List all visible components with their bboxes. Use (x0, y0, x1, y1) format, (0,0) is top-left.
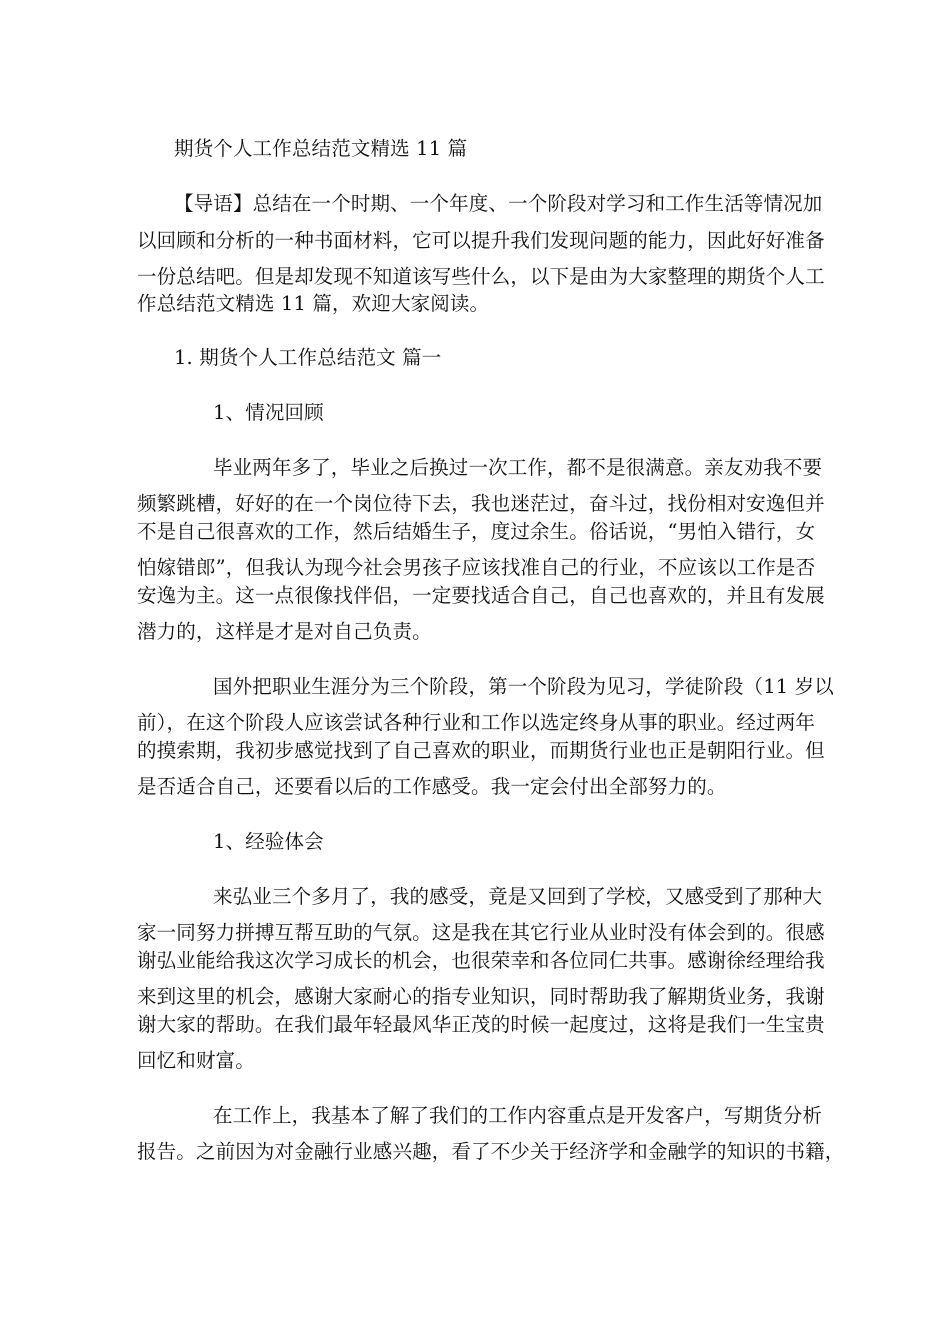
paragraph-line: 家一同努力拼搏互帮互助的气氛。这是我在其它行业从业时没有体会到的。很感 (137, 921, 825, 944)
paragraph-line: 谢弘业能给我这次学习成长的机会，也很荣幸和各位同仁共事。感谢徐经理给我 (137, 949, 825, 972)
paragraph-line: 的摸索期，我初步感觉找到了自己喜欢的职业，而期货行业也正是朝阳行业。但 (137, 739, 825, 762)
paragraph-line: 在工作上，我基本了解了我们的工作内容重点是开发客户，写期货分析 (213, 1104, 823, 1127)
paragraph-line: 安逸为主。这一点很像找伴侣，一定要找适合自己，自己也喜欢的，并且有发展 (137, 584, 825, 607)
document-title: 期货个人工作总结范文精选 11 篇 (174, 137, 468, 160)
paragraph-line: 前），在这个阶段人应该尝试各种行业和工作以选定终身从事的职业。经过两年 (137, 711, 816, 734)
section-heading: 1. 期货个人工作总结范文 篇一 (174, 346, 442, 369)
paragraph-line: 毕业两年多了，毕业之后换过一次工作，都不是很满意。亲友劝我不要 (213, 456, 823, 479)
intro-line: 作总结范文精选 11 篇，欢迎大家阅读。 (137, 292, 490, 315)
paragraph-line: 来弘业三个多月了，我的感受，竟是又回到了学校，又感受到了那种大 (213, 885, 823, 908)
paragraph-line: 怕嫁错郎”，但我认为现今社会男孩子应该找准自己的行业，不应该以工作是否 (137, 556, 816, 579)
paragraph-line: 来到这里的机会，感谢大家耐心的指专业知识，同时帮助我了解期货业务，我谢 (137, 985, 825, 1008)
intro-line: 以回顾和分析的一种书面材料，它可以提升我们发现问题的能力，因此好好准备 (137, 229, 825, 252)
paragraph-line: 频繁跳槽，好好的在一个岗位待下去，我也迷茫过，奋斗过，找份相对安逸但并 (137, 492, 825, 515)
paragraph-line: 国外把职业生涯分为三个阶段，第一个阶段为见习，学徒阶段（11 岁以 (213, 675, 834, 698)
paragraph-line: 谢大家的帮助。在我们最年轻最风华正茂的时候一起度过，这将是我们一生宝贵 (137, 1013, 825, 1036)
paragraph-line: 回忆和财富。 (137, 1049, 255, 1072)
intro-line: 【导语】总结在一个时期、一个年度、一个阶段对学习和工作生活等情况加 (174, 192, 823, 215)
subsection-heading: 1、情况回顾 (213, 401, 324, 424)
paragraph-line: 是否适合自己，还要看以后的工作感受。我一定会付出全部努力的。 (137, 775, 727, 798)
paragraph-line: 潜力的，这样是才是对自己负责。 (137, 620, 432, 643)
paragraph-line: 不是自己很喜欢的工作，然后结婚生子，度过余生。俗话说，“男怕入错行，女 (137, 520, 816, 543)
intro-line: 一份总结吧。但是却发现不知道该写些什么，以下是由为大家整理的期货个人工 (137, 265, 825, 288)
paragraph-line: 报告。之前因为对金融行业感兴趣，看了不少关于经济学和金融学的知识的书籍， (137, 1140, 845, 1163)
subsection-heading: 1、经验体会 (213, 830, 324, 853)
